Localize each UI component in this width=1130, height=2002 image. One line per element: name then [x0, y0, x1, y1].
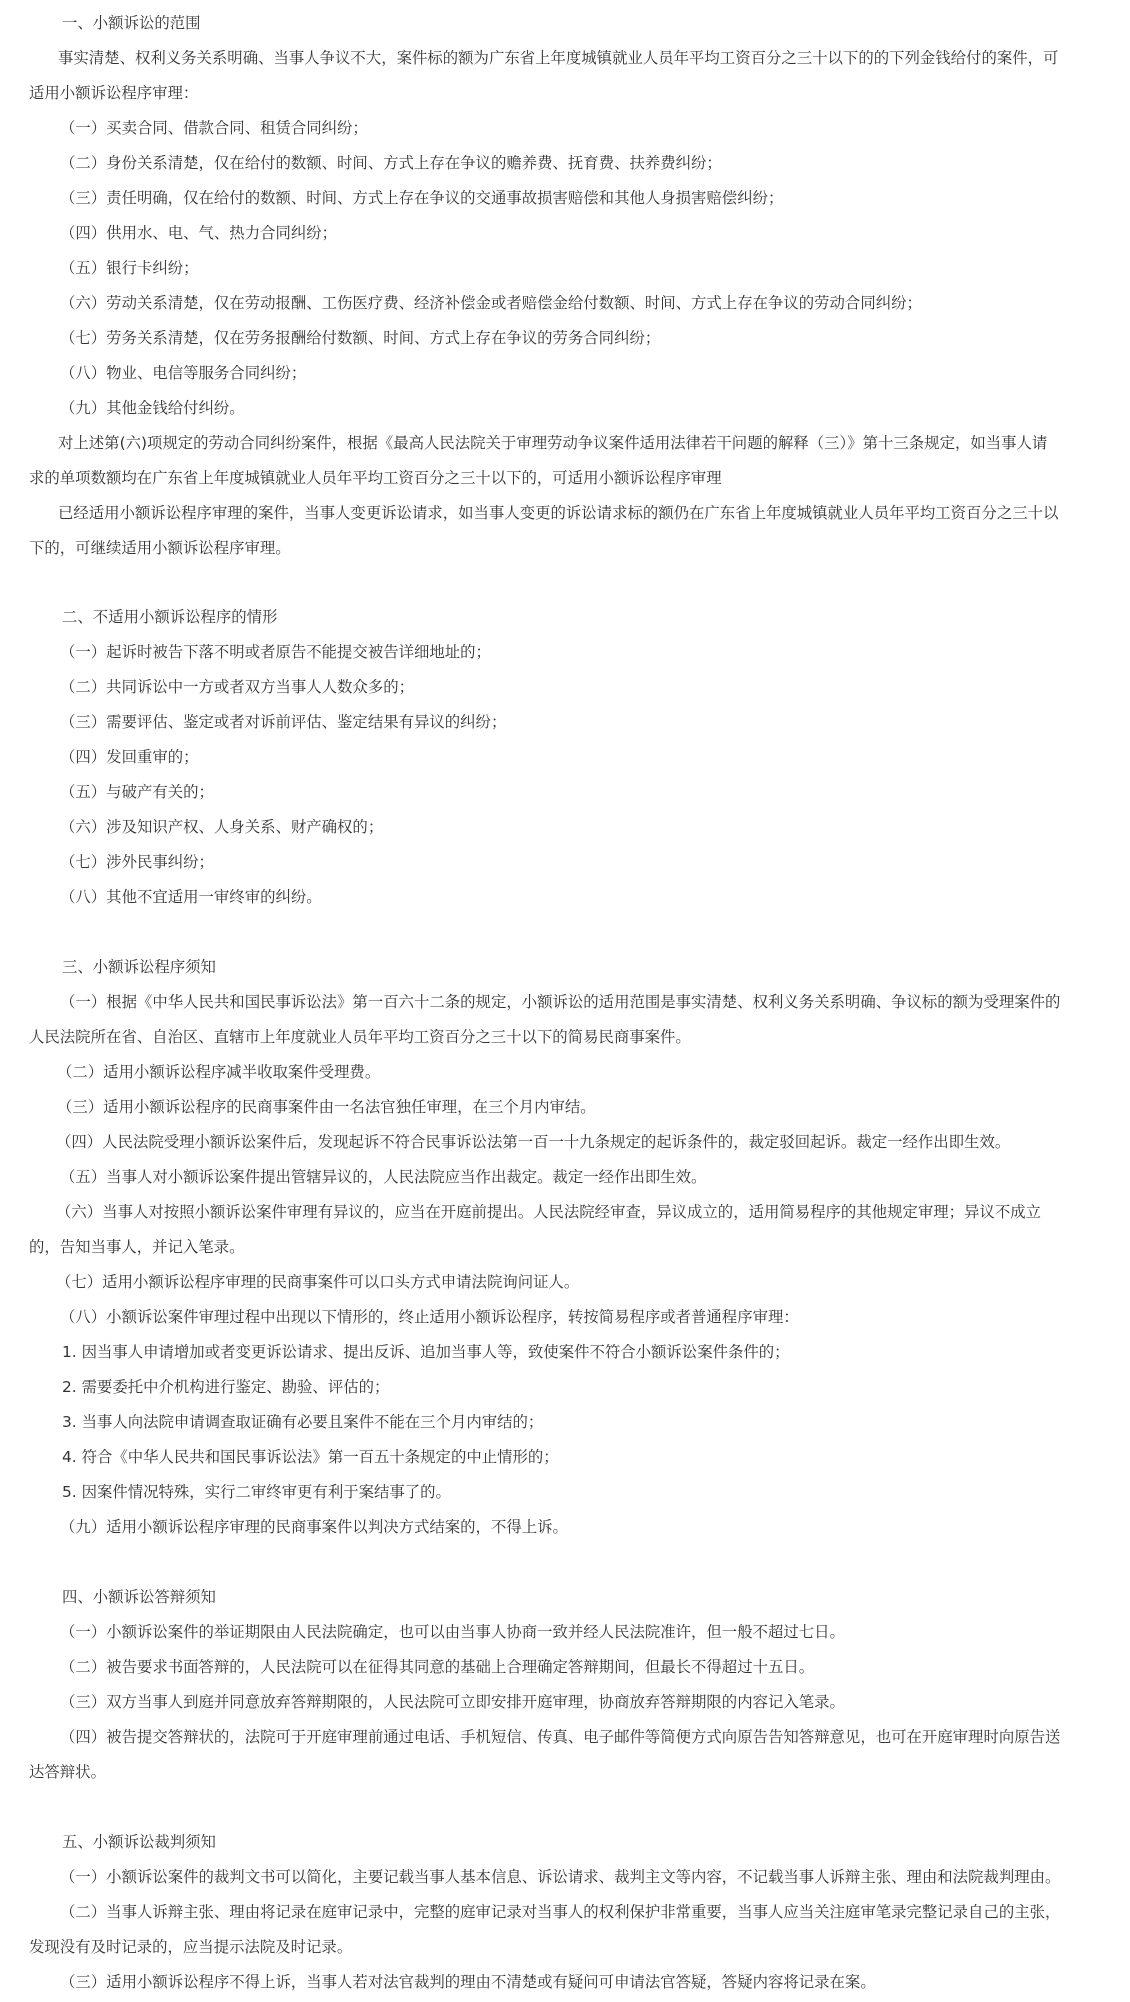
- list-item: （五）当事人对小额诉讼案件提出管辖异议的，人民法院应当作出裁定。裁定一经作出即生效。: [60, 1168, 707, 1186]
- list-item: （二）被告要求书面答辩的，人民法院可以在征得其同意的基础上合理确定答辩期间，但最长不得超过十五日。: [60, 1658, 815, 1676]
- paragraph-line: 已经适用小额诉讼程序审理的案件，当事人变更诉讼请求，如当事人变更的诉讼请求标的额仍在广东省上年度城镇就业人员年平均工资百分之三十以: [58, 504, 1059, 522]
- paragraph-line: 发现没有及时记录的，应当提示法院及时记录。: [29, 1938, 353, 1956]
- list-item: （五）银行卡纠纷；: [60, 259, 199, 277]
- list-item: （六）涉及知识产权、人身关系、财产确权的；: [60, 818, 384, 836]
- list-item: （一）买卖合同、借款合同、租赁合同纠纷；: [60, 119, 368, 137]
- list-item: 3. 当事人向法院申请调查取证确有必要且案件不能在三个月内审结的；: [62, 1413, 544, 1431]
- list-item: （九）适用小额诉讼程序审理的民商事案件以判决方式结案的，不得上诉。: [60, 1518, 568, 1536]
- list-item: （五）与破产有关的；: [60, 783, 214, 801]
- list-item: （七）劳务关系清楚，仅在劳务报酬给付数额、时间、方式上存在争议的劳务合同纠纷；: [60, 329, 661, 347]
- section-heading-defense: 四、小额诉讼答辩须知: [62, 1588, 216, 1606]
- list-item: （二）身份关系清楚，仅在给付的数额、时间、方式上存在争议的赡养费、抚育费、扶养费纠纷；: [60, 154, 722, 172]
- list-item: （六）当事人对按照小额诉讼案件审理有异议的，应当在开庭前提出。人民法院经审查，异议成立的，适用简易程序的其他规定审理；异议不成立: [56, 1203, 1042, 1221]
- list-item: （八）物业、电信等服务合同纠纷；: [60, 364, 307, 382]
- list-item: （四）供用水、电、气、热力合同纠纷；: [60, 224, 338, 242]
- paragraph-line: 下的，可继续适用小额诉讼程序审理。: [29, 539, 291, 557]
- section-heading-judgment: 五、小额诉讼裁判须知: [62, 1833, 216, 1851]
- list-item: （三）适用小额诉讼程序不得上诉，当事人若对法官裁判的理由不清楚或有疑问可申请法官答疑，答疑内容将记录在案。: [60, 1973, 876, 1991]
- list-item: （八）小额诉讼案件审理过程中出现以下情形的，终止适用小额诉讼程序，转按简易程序或者普通程序审理：: [60, 1308, 799, 1326]
- list-item: （二）适用小额诉讼程序减半收取案件受理费。: [57, 1063, 381, 1081]
- list-item: （四）人民法院受理小额诉讼案件后，发现起诉不符合民事诉讼法第一百一十九条规定的起诉条件的，裁定驳回起诉。裁定一经作出即生效。: [56, 1133, 1011, 1151]
- list-item: （一）根据《中华人民共和国民事诉讼法》第一百六十二条的规定，小额诉讼的适用范围是事实清楚、权利义务关系明确、争议标的额为受理案件的: [60, 993, 1061, 1011]
- list-item: （三）责任明确，仅在给付的数额、时间、方式上存在争议的交通事故损害赔偿和其他人身损害赔偿纠纷；: [60, 189, 784, 207]
- list-item: （六）劳动关系清楚，仅在劳动报酬、工伤医疗费、经济补偿金或者赔偿金给付数额、时间、方式上存在争议的劳动合同纠纷；: [60, 294, 922, 312]
- section-heading-procedure: 三、小额诉讼程序须知: [62, 958, 216, 976]
- list-item: 5. 因案件情况特殊，实行二审终审更有利于案结事了的。: [62, 1483, 451, 1501]
- section-heading-exclusions: 二、不适用小额诉讼程序的情形: [62, 608, 278, 626]
- list-item: （四）发回重审的；: [60, 748, 199, 766]
- list-item: （二）当事人诉辩主张、理由将记录在庭审记录中，完整的庭审记录对当事人的权利保护非常重要，当事人应当关注庭审笔录完整记录自己的主张，: [60, 1903, 1061, 1921]
- list-item: （二）共同诉讼中一方或者双方当事人人数众多的；: [60, 678, 414, 696]
- paragraph-line: 对上述第(六)项规定的劳动合同纠纷案件，根据《最高人民法院关于审理劳动争议案件适用法律若干问题的解释（三）》第十三条规定，如当事人请: [58, 434, 1048, 452]
- list-item: （七）适用小额诉讼程序审理的民商事案件可以口头方式申请法院询问证人。: [56, 1273, 580, 1291]
- list-item: （九）其他金钱给付纠纷。: [60, 399, 245, 417]
- paragraph-line: 的，告知当事人，并记入笔录。: [29, 1238, 245, 1256]
- list-item: （四）被告提交答辩状的，法院可于开庭审理前通过电话、手机短信、传真、电子邮件等简便方式向原告告知答辩意见，也可在开庭审理时向原告送: [60, 1728, 1061, 1746]
- list-item: （三）适用小额诉讼程序的民商事案件由一名法官独任审理，在三个月内审结。: [57, 1098, 596, 1116]
- list-item: （三）需要评估、鉴定或者对诉前评估、鉴定结果有异议的纠纷；: [60, 713, 507, 731]
- paragraph-line: 达答辩状。: [29, 1763, 106, 1781]
- paragraph-line: 求的单项数额均在广东省上年度城镇就业人员年平均工资百分之三十以下的，可适用小额诉讼程序审理: [29, 469, 722, 487]
- list-item: 4. 符合《中华人民共和国民事诉讼法》第一百五十条规定的中止情形的；: [62, 1448, 559, 1466]
- list-item: 2. 需要委托中介机构进行鉴定、勘验、评估的；: [62, 1378, 390, 1396]
- list-item: （一）小额诉讼案件的举证期限由人民法院确定，也可以由当事人协商一致并经人民法院准许，但一般不超过七日。: [60, 1623, 845, 1641]
- list-item: 1. 因当事人申请增加或者变更诉讼请求、提出反诉、追加当事人等，致使案件不符合小额诉讼案件条件的；: [62, 1343, 790, 1361]
- paragraph-line: 事实清楚、权利义务关系明确、当事人争议不大，案件标的额为广东省上年度城镇就业人员年平均工资百分之三十以下的的下列金钱给付的案件，可: [58, 49, 1059, 67]
- list-item: （一）起诉时被告下落不明或者原告不能提交被告详细地址的；: [60, 643, 491, 661]
- list-item: （三）双方当事人到庭并同意放弃答辩期限的，人民法院可立即安排开庭审理，协商放弃答辩期限的内容记入笔录。: [60, 1693, 845, 1711]
- list-item: （八）其他不宜适用一审终审的纠纷。: [60, 888, 322, 906]
- section-heading-scope: 一、小额诉讼的范围: [62, 14, 201, 32]
- list-item: （七）涉外民事纠纷；: [60, 853, 214, 871]
- list-item: （一）小额诉讼案件的裁判文书可以简化，主要记载当事人基本信息、诉讼请求、裁判主文等内容，不记载当事人诉辩主张、理由和法院裁判理由。: [60, 1868, 1061, 1886]
- paragraph-line: 适用小额诉讼程序审理：: [29, 84, 199, 102]
- paragraph-line: 人民法院所在省、自治区、直辖市上年度就业人员年平均工资百分之三十以下的简易民商事案件。: [29, 1028, 691, 1046]
